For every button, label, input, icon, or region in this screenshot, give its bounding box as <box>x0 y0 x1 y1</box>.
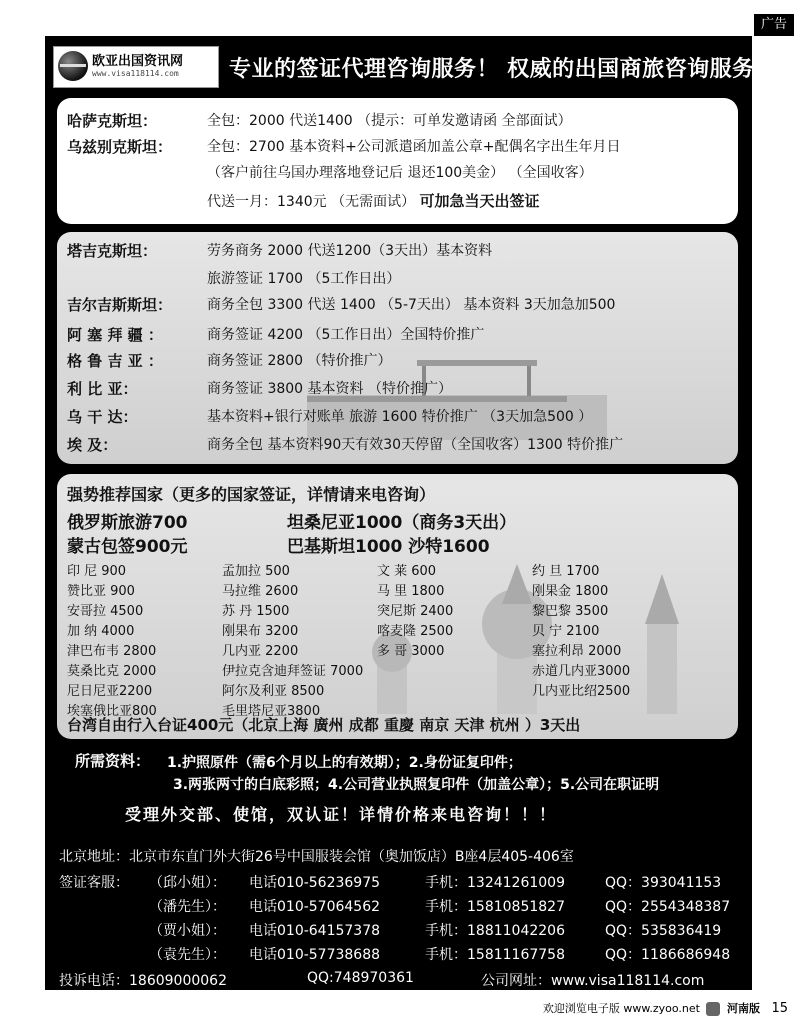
page-number: 15 <box>771 1001 788 1016</box>
country-label: 吉尔吉斯斯坦： <box>67 296 173 314</box>
contact-qq: QQ：1186686948 <box>605 947 731 963</box>
featured-price: 蒙古包签900元 <box>67 537 188 557</box>
country-label: 哈萨克斯坦： <box>67 112 158 130</box>
grid-cell: 孟加拉 500 <box>222 564 290 579</box>
requirements <box>57 746 738 831</box>
grid-cell: 莫桑比克 2000 <box>67 664 157 679</box>
taiwan-offer: 台湾自由行入台证400元（北京上海 廣州 成都 重慶 南京 天津 杭州 ）3天出 <box>67 716 581 734</box>
featured-price: 坦桑尼亚1000（商务3天出） <box>287 513 517 533</box>
grid-cell: 津巴布韦 2800 <box>67 644 157 659</box>
price-line: 商务签证 2800 （特价推广） <box>207 353 392 369</box>
grid-cell: 马 里 1800 <box>377 584 445 599</box>
grid-cell: 埃塞俄比亚800 <box>67 704 157 719</box>
complaint-phone: 投诉电话：18609000062 <box>59 973 227 989</box>
grid-cell: 马拉维 2600 <box>222 584 299 599</box>
featured-price: 巴基斯坦1000 沙特1600 <box>287 537 490 557</box>
website: 公司网址：www.visa118114.com <box>481 973 705 989</box>
country-label: 埃 及： <box>67 436 118 454</box>
grid-cell: 突尼斯 2400 <box>377 604 454 619</box>
contact-phone: 电话010-64157378 <box>249 923 381 939</box>
price-line: （客户前往乌国办理落地登记后 退还100美金） （全国收客） <box>207 165 593 181</box>
price-line: 劳务商务 2000 代送1200（3天出）基本资料 <box>207 243 493 259</box>
contact-name: （邱小姐）： <box>149 875 226 891</box>
grid-cell: 喀麦隆 2500 <box>377 624 454 639</box>
requirements-label: 所需资料： <box>75 752 151 770</box>
grid-cell: 几内亚 2200 <box>222 644 299 659</box>
grid-cell: 赞比亚 900 <box>67 584 135 599</box>
grid-cell: 伊拉克含迪拜签证 7000 <box>222 664 364 679</box>
contact-phone: 电话010-57738688 <box>249 947 381 963</box>
price-line: 旅游签证 1700 （5工作日出） <box>207 271 401 287</box>
grid-cell: 赤道几内亚3000 <box>532 664 631 679</box>
panel-recommended <box>57 474 738 739</box>
recommend-headline: 强势推荐国家（更多的国家签证，详情请来电咨询） <box>67 485 436 504</box>
requirements-line2: 3.两张两寸的白底彩照；4.公司营业执照复印件（加盖公章）；5.公司在职证明 <box>173 777 660 793</box>
header-slogan: 专业的签证代理咨询服务！ 权威的出国商旅咨询服务 <box>229 57 755 82</box>
complaint-qq: QQ:748970361 <box>307 970 414 986</box>
requirements-slogan: 受理外交部、使馆，双认证！详情价格来电咨询！！！ <box>125 805 558 824</box>
country-label: 塔吉克斯坦： <box>67 242 158 260</box>
grid-cell: 几内亚比绍2500 <box>532 684 631 699</box>
country-label: 乌兹别克斯坦： <box>67 138 173 156</box>
grid-cell: 塞拉利昂 2000 <box>532 644 622 659</box>
logo-name: 欧亚出国资讯网 <box>92 54 184 69</box>
grid-cell: 黎巴黎 3500 <box>532 604 609 619</box>
price-line: 代送一月：1340元 （无需面试） <box>207 194 416 210</box>
contact-qq: QQ：535836419 <box>605 923 722 939</box>
ad-label: 广告 <box>754 14 794 36</box>
grid-cell: 贝 宁 2100 <box>532 624 600 639</box>
price-line: 商务签证 3800 基本资料 （特价推广） <box>207 381 452 397</box>
price-line: 商务签证 4200 （5工作日出）全国特价推广 <box>207 327 485 343</box>
contact-mobile: 手机：15810851827 <box>425 899 565 915</box>
contact-name: （潘先生）： <box>149 899 226 915</box>
contact-phone: 电话010-56236975 <box>249 875 381 891</box>
footer-text: 欢迎浏览电子版 www.zyoo.net <box>542 1002 700 1015</box>
panel-countries <box>57 232 738 464</box>
contact-qq: QQ：393041153 <box>605 875 722 891</box>
grid-cell: 文 莱 600 <box>377 564 437 579</box>
price-line: 全包：2000 代送1400 （提示：可单发邀请函 全部面试） <box>207 113 572 129</box>
country-label: 乌 干 达： <box>67 408 138 426</box>
contact-mobile: 手机：15811167758 <box>425 947 565 963</box>
logo <box>53 46 219 88</box>
header <box>53 42 755 90</box>
urgent-note: 可加急当天出签证 <box>419 192 540 210</box>
grid-cell: 毛里塔尼亚3800 <box>222 704 321 719</box>
grid-cell: 苏 丹 1500 <box>222 604 290 619</box>
footer-edition: 河南版 <box>726 1002 760 1015</box>
country-label: 阿 塞 拜 疆 ： <box>67 326 163 344</box>
grid-cell: 安哥拉 4500 <box>67 604 144 619</box>
grid-cell: 刚果布 3200 <box>222 624 299 639</box>
grid-cell: 阿尔及利亚 8500 <box>222 684 325 699</box>
price-line: 全包：2700 基本资料+公司派遣函加盖公章+配偶名字出生年月日 <box>207 139 621 155</box>
service-label: 签证客服： <box>59 875 129 891</box>
grid-cell: 尼日尼亚2200 <box>67 684 153 699</box>
contact-qq: QQ：2554348387 <box>605 899 731 915</box>
logo-url: www.visa118114.com <box>92 69 179 78</box>
price-line: 基本资料+银行对账单 旅游 1600 特价推广 （3天加急500 ） <box>207 409 593 425</box>
address: 北京地址：北京市东直门外大街26号中国服装会馆（奥加饭店）B座4层405-406室 <box>59 849 574 865</box>
price-line: 商务全包 3300 代送 1400 （5-7天出） 基本资料 3天加急加500 <box>207 297 616 313</box>
grid-cell: 多 哥 3000 <box>377 644 445 659</box>
edition-icon <box>706 1002 720 1016</box>
country-label: 格 鲁 吉 亚 ： <box>67 352 163 370</box>
grid-cell: 印 尼 900 <box>67 564 127 579</box>
globe-icon <box>58 51 88 81</box>
grid-cell: 刚果金 1800 <box>532 584 609 599</box>
contact-phone: 电话010-57064562 <box>249 899 381 915</box>
price-line: 商务全包 基本资料90天有效30天停留（全国收客）1300 特价推广 <box>207 437 624 453</box>
grid-cell: 约 旦 1700 <box>532 564 600 579</box>
contact-name: （贾小姐）： <box>149 923 226 939</box>
requirements-line1: 1.护照原件（需6个月以上的有效期）；2.身份证复印件； <box>167 755 522 771</box>
panel-central-asia <box>57 98 738 224</box>
ad-frame <box>45 36 755 990</box>
contact-name: （袁先生）： <box>149 947 226 963</box>
footer <box>543 1000 788 1016</box>
contact-mobile: 手机：13241261009 <box>425 875 565 891</box>
featured-price: 俄罗斯旅游700 <box>67 513 188 533</box>
country-label: 利 比 亚： <box>67 380 138 398</box>
contact-mobile: 手机：18811042206 <box>425 923 565 939</box>
grid-cell: 加 纳 4000 <box>67 624 135 639</box>
